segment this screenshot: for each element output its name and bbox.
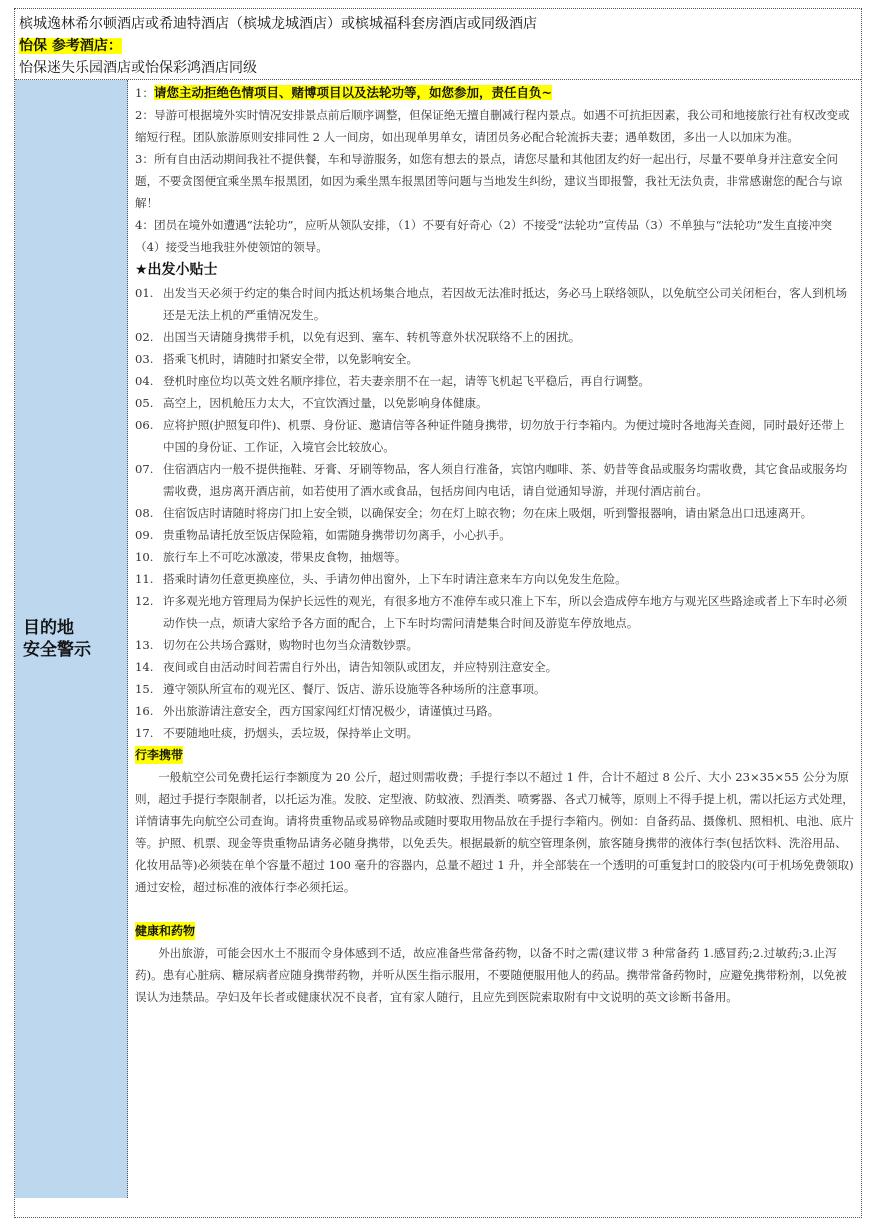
list-item <box>135 370 855 392</box>
tip-number: 04. <box>135 374 154 388</box>
tip-text: 出发当天必须于约定的集合时间内抵达机场集合地点，若因故无法准时抵达，务必马上联络领队，以免航空公司关闭柜台，客人到机场还是无法上机的严重情况发生。 <box>163 286 848 322</box>
tip-number: 13. <box>135 638 154 652</box>
notice-num: 2： <box>135 108 154 122</box>
tip-text: 住宿酒店内一般不提供拖鞋、牙膏、牙刷等物品，客人须自行准备，宾馆内咖啡、茶、奶昔等食品或服务均需收费，其它食品或服务均需收费，退房离开酒店前，如若使用了酒水或食品，包括房间内电话，请自觉通知导游，并现付酒店前台。 <box>163 462 848 498</box>
safety-row <box>15 80 861 1198</box>
list-item <box>135 282 855 326</box>
health-heading: 健康和药物 <box>135 924 196 938</box>
list-item <box>135 326 855 348</box>
list-item <box>135 502 855 524</box>
hotel-line-ipoh: 怡保迷失乐园酒店或怡保彩鸿酒店同级 <box>19 60 257 76</box>
notice-num: 4： <box>135 218 154 232</box>
tip-text: 不要随地吐痰，扔烟头，丢垃圾，保持举止文明。 <box>163 726 419 740</box>
spacer <box>135 898 855 920</box>
tip-text: 许多观光地方管理局为保护长远性的观光，有很多地方不准停车或只准上下车，所以会造成停车地方与观光区些路途或者上下车时必须动作快一点，烦请大家给予各方面的配合，上下车时均需问清楚集合时间及游览车停放地点。 <box>163 594 848 630</box>
tip-number: 15. <box>135 682 154 696</box>
notice-num: 3： <box>135 152 154 166</box>
luggage-paragraph: 一般航空公司免费托运行李额度为 20 公斤，超过则需收费；手提行李以不超过 1 件，合计不超过 8 公斤、大小 23×35×55 公分为原则，超过手提行李限制者，以托运为准。发胶、定型液、防蚊液、烈酒类、喷雾器、各式刀械等，原则上不得手提上机，需以托运方式处理，详情请事先向航空公司查询。请将贵重物品或易碎物品或随时要取用物品放在手提行李箱内。例如：自备药品、摄像机、照相机、电池、底片等。护照、机票、现金等贵重物品请务必随身携带，以免丢失。根据最新的航空管理条例，旅客随身携带的液体行李(包括饮料、洗浴用品、化妆用品等)必须装在单个容量不超过 100 毫升的容器内，总量不超过 1 升，并全部装在一个透明的可重复封口的胶袋内(可于机场免费领取)通过安检，超过标准的液体行李必须托运。 <box>135 770 854 894</box>
section-label-cell <box>15 80 128 1198</box>
list-item <box>135 392 855 414</box>
list-item <box>135 546 855 568</box>
hotel-label-ipoh: 怡保 参考酒店： <box>19 38 122 54</box>
tip-text: 搭乘时请勿任意更换座位，头、手请勿伸出窗外，上下车时请注意来车方向以免发生危险。 <box>163 572 627 586</box>
hotel-label-row <box>15 35 861 57</box>
tip-number: 10. <box>135 550 154 564</box>
hotel-line-penang: 槟城逸林希尔顿酒店或希迪特酒店（槟城龙城酒店）或槟城福科套房酒店或同级酒店 <box>19 16 537 32</box>
list-item <box>135 722 855 744</box>
tip-text: 切勿在公共场合露财，购物时也勿当众清数钞票。 <box>163 638 419 652</box>
notice-text: 导游可根据境外实时情况安排景点前后顺序调整，但保证绝无擅自删减行程内景点。如遇不可抗拒因素，我公司和地接旅行社有权改变或缩短行程。团队旅游原则安排同性 2 人一间房，如出现单男单女，请团员务必配合轮流拆夫妻；遇单数团，多出一人以加床为准。 <box>135 108 850 144</box>
health-paragraph: 外出旅游，可能会因水土不服而令身体感到不适，故应准备些常备药物，以备不时之需(建议带 3 种常备药 1.感冒药;2.过敏药;3.止泻药)。患有心脏病、糖尿病者应随身携带药物，并听从医生指示服用，不要随便服用他人的药品。携带常备药物时，应避免携带粉剂，以免被误认为违禁品。孕妇及年长者或健康状况不良者，宜有家人随行，且应先到医院索取附有中文说明的英文诊断书备用。 <box>135 946 847 1004</box>
tip-text: 登机时座位均以英文姓名顺序排位，若夫妻亲朋不在一起，请等飞机起飞平稳后，再自行调整。 <box>163 374 650 388</box>
tip-number: 16. <box>135 704 154 718</box>
notice-highlight: 请您主动拒绝色情项目、赌博项目以及法轮功等，如您参加，责任自负~ <box>153 85 552 100</box>
notice-text: 所有自由活动期间我社不提供餐，车和导游服务，如您有想去的景点，请您尽量和其他团友约好一起出行，尽量不要单身并注意安全问题，不要贪图便宜乘坐黑车报黑团，如因为乘坐黑车报黑团等问题与当地发生纠纷，建议当即报警，我社无法负责，非常感谢您的配合与谅解！ <box>135 152 843 210</box>
section-title <box>15 617 91 661</box>
list-item <box>135 414 855 458</box>
list-item <box>135 700 855 722</box>
tip-number: 12. <box>135 594 154 608</box>
list-item <box>135 634 855 656</box>
tip-text: 住宿饭店时请随时将房门扣上安全锁，以确保安全；勿在灯上晾衣物；勿在床上吸烟，听到警报器响，请由紧急出口迅速离开。 <box>163 506 813 520</box>
section-title-line2: 安全警示 <box>23 640 91 660</box>
tip-text: 遵守领队所宣布的观光区、餐厅、饭店、游乐设施等各种场所的注意事项。 <box>163 682 546 696</box>
list-item <box>135 524 855 546</box>
tip-number: 05. <box>135 396 154 410</box>
notice-2 <box>135 104 855 148</box>
tip-number: 03. <box>135 352 154 366</box>
hotel-info <box>15 9 861 80</box>
list-item <box>135 568 855 590</box>
list-item <box>135 656 855 678</box>
tip-text: 搭乘飞机时，请随时扣紧安全带，以免影响安全。 <box>163 352 419 366</box>
notice-1 <box>135 82 855 104</box>
tip-number: 02. <box>135 330 154 344</box>
tip-number: 07. <box>135 462 154 476</box>
section-title-line1: 目的地 <box>23 618 74 638</box>
tip-text: 贵重物品请托放至饭店保险箱，如需随身携带切勿离手，小心扒手。 <box>163 528 511 542</box>
tip-text: 外出旅游请注意安全，西方国家闯红灯情况极少，请谨慎过马路。 <box>163 704 500 718</box>
notice-text: 团员在境外如遭遇“法轮功”，应听从领队安排，（1）不要有好奇心（2）不接受“法轮功”宣传品（3）不单独与“法轮功”发生直接冲突（4）接受当地我驻外使领馆的领导。 <box>135 218 832 254</box>
tip-number: 01. <box>135 286 154 300</box>
safety-content <box>128 80 861 1198</box>
tip-number: 08. <box>135 506 154 520</box>
tip-text: 出国当天请随身携带手机，以免有迟到、塞车、转机等意外状况联络不上的困扰。 <box>163 330 581 344</box>
notice-4 <box>135 214 855 258</box>
notice-3 <box>135 148 855 214</box>
tip-number: 17. <box>135 726 154 740</box>
tip-text: 高空上，因机舱压力太大，不宜饮酒过量，以免影响身体健康。 <box>163 396 488 410</box>
list-item <box>135 458 855 502</box>
tips-title: ★出发小贴士 <box>135 262 218 278</box>
tip-number: 14. <box>135 660 154 674</box>
luggage-heading: 行李携带 <box>135 748 184 762</box>
tip-text: 旅行车上不可吃冰激凌，带果皮食物，抽烟等。 <box>163 550 407 564</box>
tip-number: 06. <box>135 418 154 432</box>
notice-num: 1： <box>135 86 154 100</box>
tip-text: 夜间或自由活动时间若需自行外出，请告知领队或团友，并应特别注意安全。 <box>163 660 558 674</box>
tip-number: 11. <box>135 572 154 586</box>
list-item <box>135 348 855 370</box>
list-item <box>135 590 855 634</box>
itinerary-table <box>14 8 862 1218</box>
tip-text: 应将护照(护照复印件)、机票、身份证、邀请信等各种证件随身携带，切勿放于行李箱内。为便过境时各地海关查阅，同时最好还带上中国的身份证、工作证，入境官会比较放心。 <box>163 418 845 454</box>
list-item <box>135 678 855 700</box>
tip-number: 09. <box>135 528 154 542</box>
